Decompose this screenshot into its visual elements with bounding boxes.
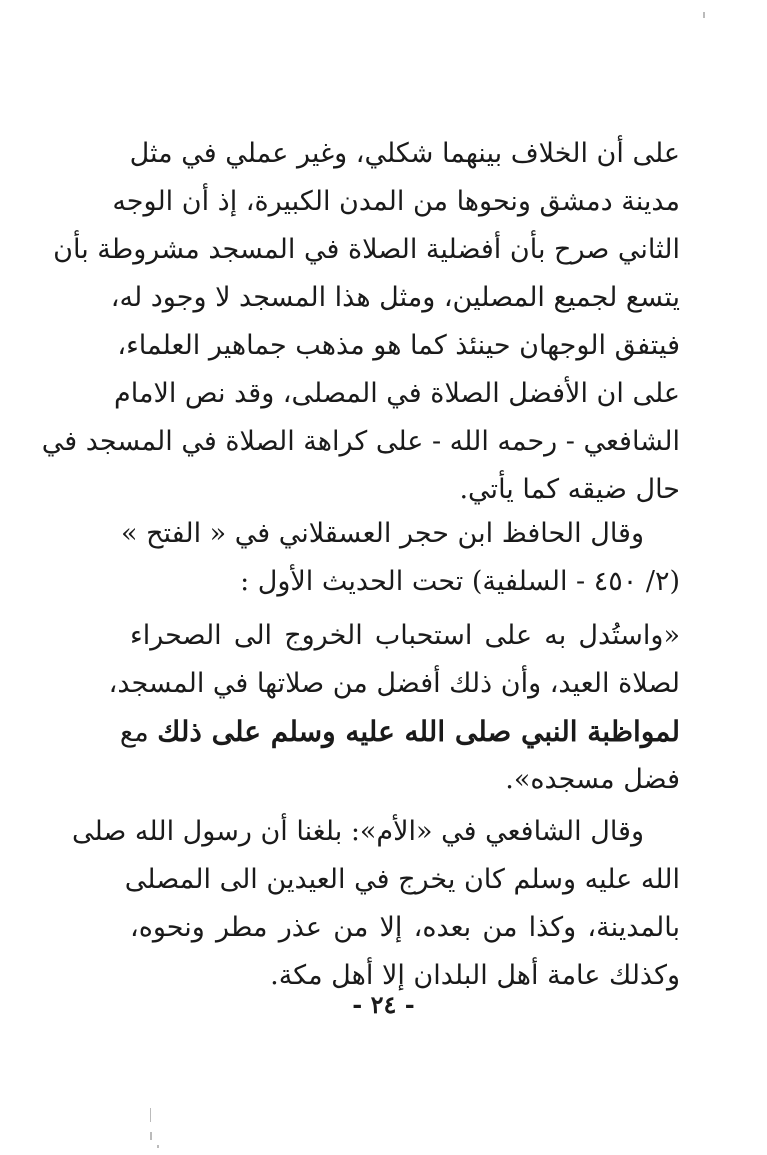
scan-speck xyxy=(150,1108,151,1122)
paragraph-4-line-1: وقال الشافعي في «الأم»: بلغنا أن رسول الله صلى xyxy=(71,816,644,847)
paragraph-1-line-8: حال ضيقه كما يأتي. xyxy=(459,474,680,505)
paragraph-2-line-1: وقال الحافظ ابن حجر العسقلاني في « الفتح » xyxy=(121,518,644,549)
paragraph-4-line-4: وكذلك عامة أهل البلدان إلا أهل مكة. xyxy=(270,960,680,991)
paragraph-3-line-1: «واستُدل به على استحباب الخروج الى الصحراء xyxy=(130,620,680,651)
page-number: - ٢٤ - xyxy=(352,990,415,1019)
paragraph-3-line-3 xyxy=(119,708,680,756)
paragraph-1-line-5: فيتفق الوجهان حينئذ كما هو مذهب جماهير العلماء، xyxy=(117,330,680,361)
scan-speck xyxy=(703,12,705,18)
paragraph-1-line-2: مدينة دمشق ونحوها من المدن الكبيرة، إذ أن الوجه xyxy=(112,186,680,217)
paragraph-1-line-6: على ان الأفضل الصلاة في المصلى، وقد نص الامام xyxy=(114,378,680,409)
paragraph-3-line-3-rest: مع xyxy=(119,717,149,748)
bold-phrase: لمواظبة النبي صلى الله عليه وسلم على ذلك xyxy=(157,715,680,748)
paragraph-2 xyxy=(121,510,680,606)
paragraph-1-line-3: الثاني صرح بأن أفضلية الصلاة في المسجد مشروطة بأن xyxy=(53,234,680,265)
paragraph-4-line-3: بالمدينة، وكذا من بعده، إلا من عذر مطر ونحوه، xyxy=(130,912,680,943)
paragraph-2-line-2: (٢/ ٤٥٠ - السلفية) تحت الحديث الأول : xyxy=(240,566,680,597)
scan-speck xyxy=(157,1145,159,1148)
paragraph-1-line-4: يتسع لجميع المصلين، ومثل هذا المسجد لا وجود له، xyxy=(110,282,680,313)
paragraph-1-line-1: على أن الخلاف بينهما شكلي، وغير عملي في مثل xyxy=(129,138,680,169)
paragraph-3-line-2: لصلاة العيد، وأن ذلك أفضل من صلاتها في المسجد، xyxy=(108,668,680,699)
paragraph-3-line-4: فضل مسجده». xyxy=(505,764,680,795)
paragraph-3-quote xyxy=(108,612,680,804)
paragraph-4-line-2: الله عليه وسلم كان يخرج في العيدين الى المصلى xyxy=(124,864,680,895)
paragraph-1 xyxy=(41,130,680,514)
paragraph-1-line-7: الشافعي - رحمه الله - على كراهة الصلاة في المسجد في xyxy=(41,426,680,457)
paragraph-4 xyxy=(71,808,680,1000)
scan-speck xyxy=(150,1132,152,1140)
